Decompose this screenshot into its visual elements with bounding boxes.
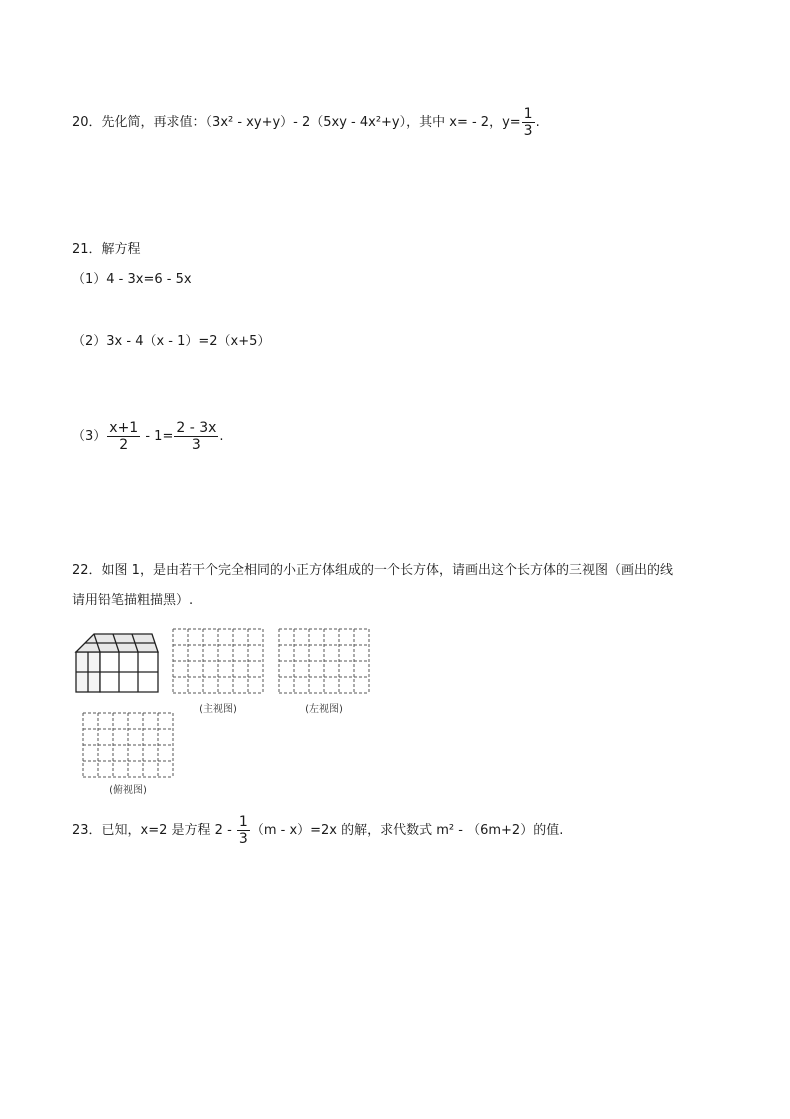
fraction-one-third: $\frac{1}{3}$: [238, 814, 248, 847]
question-number: 21．: [72, 242, 102, 257]
fraction-x-plus-1-over-2: $\frac{x+1}{2}$: [109, 420, 139, 453]
question-number: 22．: [72, 563, 102, 578]
fraction-2-minus-3x-over-3: $\frac{2 - 3x}{3}$: [176, 420, 217, 453]
fraction-one-third: $\frac{1}{3}$: [523, 106, 533, 139]
question-text: 如图 1，是由若干个完全相同的小正方体组成的一个长方体，请画出这个长方体的三视图（画出的线: [101, 563, 673, 578]
question-21-part-3: （3） $\frac{x+1}{2}$ - 1= $\frac{2 - 3x}{3}$ .: [72, 420, 224, 453]
question-20: 20．先化简，再求值：（3x² - xy+y）- 2（5xy - 4x²+y），其中 x= - 2，y= $\frac{1}{3}$ .: [72, 106, 540, 139]
question-23: 23．已知，x=2 是方程 2 - $\frac{1}{3}$ （m - x）=2x 的解，求代数式 m² - （6m+2）的值.: [72, 814, 564, 847]
top-view-grid: [82, 712, 174, 778]
question-22: [72, 561, 673, 581]
question-number: 23．: [72, 823, 102, 838]
caption-top-view: (俯视图): [109, 785, 147, 796]
question-22-line-2: 请用铅笔描粗描黑）.: [72, 593, 194, 608]
question-text: 已知，x=2 是方程 2 -: [101, 823, 236, 838]
caption-front-view: (主视图): [199, 704, 237, 715]
question-text: 解方程: [101, 242, 141, 257]
question-text: 先化简，再求值：（3x² - xy+y）- 2（5xy - 4x²+y），其中 x= - 2，y=: [101, 115, 521, 130]
left-view-grid: [278, 628, 370, 694]
question-number: 20．: [72, 115, 102, 130]
question-21-title: [72, 240, 141, 260]
caption-left-view: (左视图): [305, 704, 343, 715]
question-21-part-2: （2）3x - 4（x - 1）=2（x+5）: [72, 334, 271, 349]
cuboid-figure: [74, 632, 162, 694]
front-view-grid: [172, 628, 264, 694]
question-21-part-1: （1）4 - 3x=6 - 5x: [72, 272, 192, 287]
